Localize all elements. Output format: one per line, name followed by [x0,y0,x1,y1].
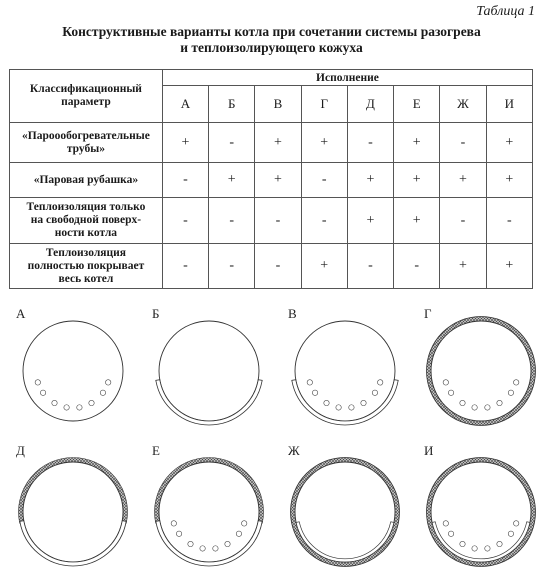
diagram-label: Е [152,443,160,458]
table-cell: + [440,244,486,289]
column-header: И [486,86,532,123]
boiler-shell [431,321,531,421]
row-label [10,163,163,198]
heating-pipe [361,400,366,405]
table-cell: + [255,163,301,198]
table-cell: + [440,163,486,198]
diagram-label: Б [152,306,160,321]
boiler-diagram [288,443,400,567]
boiler-diagram [16,443,128,566]
heating-pipe [225,541,230,546]
diagram-label: В [288,306,297,321]
table-cell: - [301,163,347,198]
row-label [10,244,163,289]
heating-pipe [89,400,94,405]
diagram-label: А [16,306,26,321]
row-label-line: «Паровая рубашка» [33,173,139,186]
heating-pipe [485,405,490,410]
diagram-label: Г [424,306,432,321]
table-cell: + [347,163,393,198]
column-header: Б [209,86,255,123]
heating-pipe [324,400,329,405]
table-cell: - [347,123,393,163]
row-label-line: весь котел [58,272,114,285]
table-cell: - [162,244,208,289]
row-label-line: ности котла [54,227,118,239]
heating-pipe [508,531,513,536]
heating-pipe [460,400,465,405]
table-cell: - [209,123,255,163]
heating-pipe [307,380,312,385]
heating-pipe [497,400,502,405]
heating-pipe [52,400,57,405]
boiler-shell [159,321,259,421]
boiler-diagram [152,306,262,425]
column-header: Д [347,86,393,123]
table-cell: - [440,198,486,244]
heating-pipe [64,405,69,410]
table-cell: + [486,123,532,163]
heating-pipe [460,541,465,546]
heating-pipe [472,546,477,551]
heating-pipe [176,531,181,536]
row-label [10,123,163,163]
heating-pipe [448,390,453,395]
table-cell: - [255,198,301,244]
table-cell: - [301,198,347,244]
heating-pipe [497,541,502,546]
heating-pipe [508,390,513,395]
column-header: А [162,86,208,123]
heating-pipe [377,380,382,385]
boiler-shell [23,462,123,562]
table-cell: + [209,163,255,198]
row-label-line: полностью покрывает [27,259,145,272]
row-label-line: Теплоизоляция только [26,201,146,213]
heating-pipe [236,531,241,536]
heating-pipe [485,546,490,551]
heating-pipe [472,405,477,410]
boiler-shell [23,321,123,421]
boiler-diagrams [0,296,543,585]
variants-table [9,69,533,289]
column-header: Г [301,86,347,123]
table-cell: + [255,123,301,163]
boiler-shell [159,462,259,562]
heating-pipe [35,380,40,385]
row-label-line: на свободной поверх- [30,214,142,226]
boiler-shell [295,321,395,421]
column-header: Ж [440,86,486,123]
table-cell: + [394,123,440,163]
heating-pipe [77,405,82,410]
row-label-line: «Пароообогревательные [22,129,150,142]
heating-pipe [188,541,193,546]
title-line-1: Конструктивные варианты котла при сочетании системы разогрева [62,24,481,39]
table-cell: - [255,244,301,289]
variant-header: Исполнение [162,70,532,86]
table-cell: + [162,123,208,163]
heating-pipe [40,390,45,395]
heating-pipe [200,546,205,551]
heating-pipe [513,380,518,385]
table-cell: + [486,244,532,289]
title-line-2: и теплоизолирующего кожуха [180,40,363,55]
boiler-diagram [424,443,536,567]
table-cell: - [162,198,208,244]
diagram-label: Ж [288,443,300,458]
heating-pipe [213,546,218,551]
table-cell: + [301,123,347,163]
table-cell: + [486,163,532,198]
param-header [10,70,163,123]
table-title [0,24,543,56]
table-cell: - [347,244,393,289]
row-label-line: Теплоизоляция [45,246,126,259]
heating-pipe [241,521,246,526]
column-header: Е [394,86,440,123]
heating-pipe [443,521,448,526]
table-number: Таблица 1 [476,4,535,19]
heating-pipe [448,531,453,536]
table-cell: - [486,198,532,244]
heating-pipe [312,390,317,395]
table-cell: - [209,244,255,289]
heating-pipe [513,521,518,526]
heating-pipe [349,405,354,410]
param-header-line: Классификационный [29,83,142,95]
table-cell: + [394,198,440,244]
diagram-label: Д [16,443,25,458]
table-cell: - [394,244,440,289]
row-label [10,198,163,244]
boiler-diagram [288,306,398,425]
table-cell: - [440,123,486,163]
diagram-label: И [424,443,434,458]
heating-pipe [443,380,448,385]
heating-pipe [336,405,341,410]
boiler-diagram [16,306,123,421]
heating-pipe [171,521,176,526]
boiler-diagram [152,443,264,566]
column-header: В [255,86,301,123]
table-cell: - [162,163,208,198]
heating-pipe [372,390,377,395]
heating-pipe [105,380,110,385]
table-cell: - [209,198,255,244]
heating-pipe [100,390,105,395]
boiler-diagram [424,306,536,426]
row-label-line: трубы» [66,142,105,155]
table-cell: + [394,163,440,198]
table-cell: + [347,198,393,244]
param-header-line: параметр [61,96,111,108]
table-cell: + [301,244,347,289]
